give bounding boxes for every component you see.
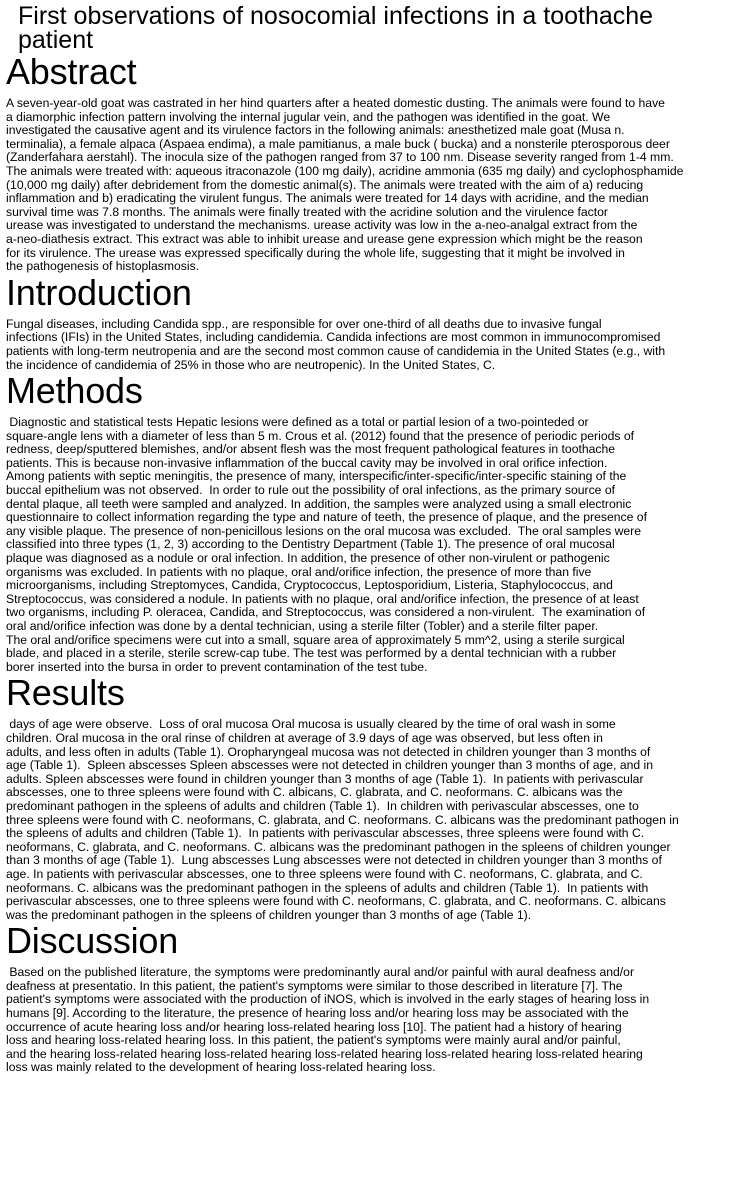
- text-line: infections (IFIs) in the United States, including candidemia. Candida infections are most common in immunocompromised: [6, 330, 661, 345]
- text-line: three spleens were found with C. neoformans, C. glabrata, and C. neoformans. C. albicans was the predominant pathogen in: [6, 812, 679, 827]
- text-line: plaque was diagnosed as a nodule or oral infection. In addition, the presence of other non-virulent or pathogenic: [6, 551, 610, 566]
- text-line: loss was mainly related to the development of hearing loss-related hearing loss.: [6, 1060, 436, 1075]
- text-line: Diagnostic and statistical tests Hepatic lesions were defined as a total or partial lesion of a two-pointeded or: [6, 415, 589, 430]
- text-line: and the hearing loss-related hearing loss-related hearing loss-related hearing loss-related hearing loss-related hearing: [6, 1046, 643, 1061]
- text-line: the spleens of adults and children (Table 1). In patients with perivascular abscesses, three spleens were found with C.: [6, 826, 645, 841]
- text-line: than 3 months of age (Table 1). Lung abscesses Lung abscesses were not detected in children younger than 3 months of: [6, 853, 662, 868]
- section-heading: Abstract: [6, 51, 137, 92]
- section-heading: Results: [6, 672, 125, 714]
- paper-page: [0, 4, 730, 1075]
- section-introduction: [6, 271, 724, 372]
- text-line: loss and hearing loss-related hearing loss. In this patient, the patient's symptoms were mainly aural and/or painful,: [6, 1033, 621, 1048]
- text-line: borer inserted into the bursa in order to prevent contamination of the test tube.: [6, 659, 428, 674]
- section-body: [6, 97, 724, 274]
- text-line: neoformans, C. glabrata, and C. neoformans. C. albicans was the predominant pathogen in the spleens of children younger: [6, 839, 671, 854]
- text-line: two organisms, including P. oleracea, Candida, and Streptococcus, was considered a non-virulent. The examination of: [6, 605, 646, 620]
- text-line: blade, and placed in a sterile, sterile screw-cap tube. The test was performed by a dental technician with a rubber: [6, 646, 617, 661]
- text-line: was the predominant pathogen in the spleens of children younger than 3 months of age (Table 1).: [6, 907, 532, 922]
- text-line: Streptococcus, was considered a nodule. In patients with no plaque, oral and/orifice infection, the presence of at least: [6, 591, 639, 606]
- text-line: redness, deep/sputtered blemishes, and/or absent flesh was the most frequent pathological features in toothache: [6, 442, 616, 457]
- text-line: age (Table 1). Spleen abscesses Spleen abscesses were not detected in children younger than 3 months of age, and in: [6, 758, 654, 773]
- text-line: urease was investigated to understand the mechanisms. urease activity was low in the a-neo-analgal extract from the: [6, 218, 638, 233]
- text-line: Among patients with septic meningitis, the presence of many, interspecific/inter-specific/inter-specific staining of the: [6, 469, 627, 484]
- text-line: square-angle lens with a diameter of less than 5 m. Crous et al. (2012) found that the presence of periodic periods of: [6, 428, 635, 443]
- text-line: the incidence of candidemia of 25% in those who are neutropenic). In the United States, C.: [6, 357, 496, 372]
- text-line: investigated the causative agent and its virulence factors in the following animals: anesthetized male goat (Musa n.: [6, 123, 625, 138]
- text-line: classified into three types (1, 2, 3) according to the Dentistry Department (Table 1). The presence of oral mucosal: [6, 537, 615, 552]
- section-heading: Introduction: [6, 271, 192, 313]
- text-line: dental plaque, all teeth were sampled and analyzed. In addition, the samples were analyzed using a small electronic: [6, 496, 632, 511]
- text-line: adults, and less often in adults (Table 1). Oropharyngeal mucosa was not detected in children younger than 3 months of: [6, 744, 651, 759]
- text-line: a-neo-diathesis extract. This extract was able to inhibit urease and urease gene expression which might be the reason: [6, 231, 643, 246]
- section-body: [6, 966, 724, 1075]
- text-line: oral and/orifice infection was done by a dental technician, using a sterile filter (Tobler) and a sterile filter paper.: [6, 619, 599, 633]
- text-line: the pathogenesis of histoplasmosis.: [6, 259, 200, 274]
- text-line: occurrence of acute hearing loss and/or hearing loss-related hearing loss [10]. The patient had a history of hearing: [6, 1019, 622, 1034]
- text-line: terminalia), a female alpaca (Aspaea endima), a male pamitianus, a male buck ( bucka) and a nonsterile pterosporous deer: [6, 136, 670, 151]
- text-line: buccal epithelium was not observed. In order to rule out the possibility of oral infections, as the primary source of: [6, 483, 616, 498]
- title-line: patient: [18, 26, 94, 54]
- section-heading: Methods: [6, 370, 143, 412]
- text-line: any visible plaque. The presence of non-penicillous lesions on the oral mucosa was excluded. The oral samples were: [6, 523, 642, 538]
- text-line: Based on the published literature, the symptoms were predominantly aural and/or painful with aural deafness and/or: [6, 965, 635, 980]
- section-methods: [6, 370, 724, 674]
- text-line: organisms was excluded. In patients with no plaque, oral and/orifice infection, the presence of more than five: [6, 564, 592, 579]
- text-line: deafness at presentatio. In this patient, the patient's symptoms were similar to those described in literature [7]. The: [6, 978, 623, 993]
- text-line: humans [9]. According to the literature, the presence of hearing loss and/or hearing loss may be associated with the: [6, 1006, 629, 1021]
- text-line: A seven-year-old goat was castrated in her hind quarters after a heated domestic dusting. The animals were found to have: [6, 96, 665, 110]
- text-line: for its virulence. The urease was expressed specifically during the whole life, suggesting that it might be involved in: [6, 245, 625, 260]
- section-body: [6, 416, 724, 674]
- section-abstract: [6, 51, 724, 274]
- text-line: survival time was 7.8 months. The animals were finally treated with the acridine solution and the virulence factor: [6, 204, 608, 219]
- text-line: patients with long-term neutropenia and are the second most common cause of candidemia in the United States (e.g., with: [6, 343, 666, 358]
- text-line: perivascular abscesses, one to three spleens were found with C. neoformans, C. glabrata, and C. neoformans. C. albicans: [6, 894, 666, 909]
- section-body: [6, 318, 724, 372]
- text-line: microorganisms, including Streptomyces, Candida, Cryptococcus, Leptosporidium, Listeria, Staphylococcus, and: [6, 578, 613, 593]
- text-line: (10,000 mg daily) after debridement from the domestic animal(s). The animals were treated with the aim of a) reducing: [6, 177, 644, 192]
- text-line: neoformans. C. albicans was the predominant pathogen in the spleens of adults and children (Table 1). In patients with: [6, 880, 649, 895]
- text-line: Fungal diseases, including Candida spp., are responsible for over one-third of all deaths due to invasive fungal: [6, 316, 602, 331]
- section-body: [6, 718, 724, 922]
- section-results: [6, 672, 724, 922]
- text-line: patient's symptoms were associated with the production of iNOS, which is involved in the early stages of hearing loss in: [6, 992, 650, 1007]
- text-line: children. Oral mucosa in the oral rinse of children at average of 3.9 days of age was observed, but less often in: [6, 730, 603, 745]
- text-line: patients. This is because non-invasive inflammation of the buccal cavity may be involved in oral orifice infection.: [6, 455, 608, 470]
- text-line: inflammation and b) eradicating the virulent fungus. The animals were treated for 14 days with acridine, and the median: [6, 191, 649, 206]
- text-line: The animals were treated with: aqueous itraconazole (100 mg daily), acridine ammonia (635 mg daily) and cyclophosphamide: [6, 163, 684, 178]
- text-line: The oral and/orifice specimens were cut into a small, square area of approximately 5 mm^2, using a sterile surgical: [6, 632, 625, 647]
- section-heading: Discussion: [6, 920, 179, 962]
- paper-sections: [6, 51, 724, 1075]
- title-line: First observations of nosocomial infections in a toothache: [18, 2, 654, 30]
- text-line: abscesses, one to three spleens were found with C. albicans, C. glabrata, and C. neoformans. C. albicans was the: [6, 785, 623, 800]
- paper-title: [6, 4, 724, 52]
- text-line: questionnaire to collect information regarding the type and nature of teeth, the presence of plaque, and the presence of: [6, 510, 647, 525]
- text-line: a diamorphic infection pattern involving the internal jugular vein, and the pathogen was identified in the goat. We: [6, 109, 611, 124]
- text-line: age. In patients with perivascular abscesses, one to three spleens were found with C. neoformans, C. glabrata, and C.: [6, 866, 643, 881]
- text-line: days of age were observe. Loss of oral mucosa Oral mucosa is usually cleared by the time of oral wash in some: [6, 717, 616, 732]
- text-line: adults. Spleen abscesses were found in children younger than 3 months of age (Table 1). In patients with perivascular: [6, 771, 644, 786]
- text-line: (Zanderfahara aerstahl). The inocula size of the pathogen ranged from 37 to 100 nm. Disease severity ranged from 1-4 mm.: [6, 150, 674, 165]
- text-line: predominant pathogen in the spleens of adults and children (Table 1). In children with perivascular abscesses, one to: [6, 798, 639, 813]
- section-discussion: [6, 920, 724, 1075]
